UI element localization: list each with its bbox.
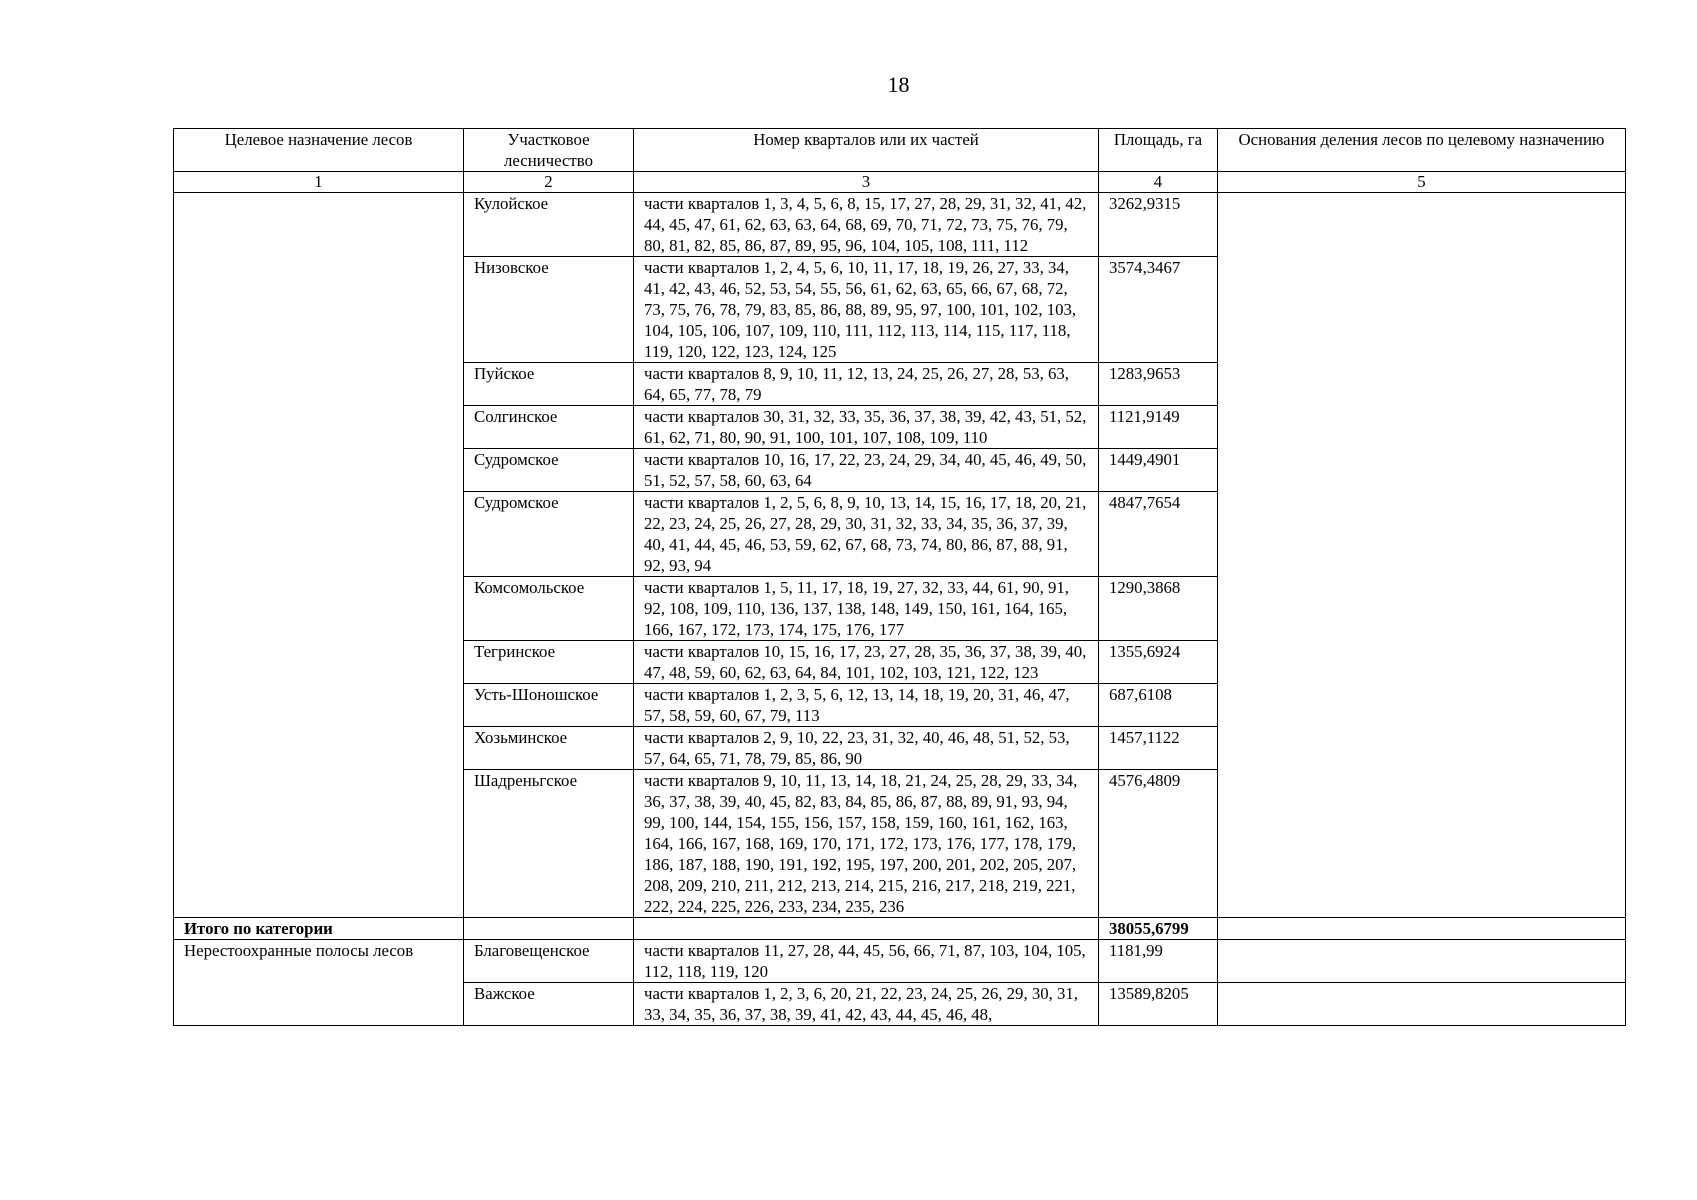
header-forestry: Участковое лесничество [464,129,634,172]
column-number: 3 [634,172,1099,193]
basis-cell [1218,193,1626,918]
forestry-cell: Усть-Шоношское [464,684,634,727]
header-basis: Основания деления лесов по целевому назначению [1218,129,1626,172]
area-cell: 1121,9149 [1099,406,1218,449]
basis-cell [1218,940,1626,983]
quarters-cell: части кварталов 8, 9, 10, 11, 12, 13, 24, 25, 26, 27, 28, 53, 63, 64, 65, 77, 78, 79 [634,363,1099,406]
header-purpose: Целевое назначение лесов [174,129,464,172]
table-row [174,193,1626,257]
area-cell: 1449,4901 [1099,449,1218,492]
area-cell: 687,6108 [1099,684,1218,727]
purpose-cell-spawning: Нерестоохранные полосы лесов [174,940,464,1026]
quarters-cell: части кварталов 1, 2, 3, 5, 6, 12, 13, 14, 18, 19, 20, 31, 46, 47, 57, 58, 59, 60, 67, 79, 113 [634,684,1099,727]
header-quarters: Номер кварталов или их частей [634,129,1099,172]
basis-cell [1218,983,1626,1026]
forest-purpose-table [173,128,1626,1026]
quarters-cell: части кварталов 1, 2, 3, 6, 20, 21, 22, 23, 24, 25, 26, 29, 30, 31, 33, 34, 35, 36, 37, 38, 39, 41, 42, 43, 44, 45, 46, 48, [634,983,1099,1026]
area-cell: 4847,7654 [1099,492,1218,577]
forestry-cell: Солгинское [464,406,634,449]
column-number: 2 [464,172,634,193]
quarters-cell: части кварталов 10, 16, 17, 22, 23, 24, 29, 34, 40, 45, 46, 49, 50, 51, 52, 57, 58, 60, 63, 64 [634,449,1099,492]
header-area: Площадь, га [1099,129,1218,172]
column-number: 1 [174,172,464,193]
total-basis-cell [1218,918,1626,940]
forestry-cell: Шадреньгское [464,770,634,918]
forestry-cell: Комсомольское [464,577,634,641]
area-cell: 13589,8205 [1099,983,1218,1026]
quarters-cell: части кварталов 11, 27, 28, 44, 45, 56, 66, 71, 87, 103, 104, 105, 112, 118, 119, 120 [634,940,1099,983]
area-cell: 1283,9653 [1099,363,1218,406]
page-number: 18 [887,72,910,97]
quarters-cell: части кварталов 9, 10, 11, 13, 14, 18, 21, 24, 25, 28, 29, 33, 34, 36, 37, 38, 39, 40, 45, 82, 83, 84, 85, 86, 87, 88, 89, 91, 93, 94, 99, 100, 144, 154, 155, 156, 157, 158, 159, 160, 161, 162, 163, 164, 166, 167, 168, 169, 170, 171, 172, 173, 176, 177, 178, 179, 186, 187, 188, 190, 191, 192, 195, 197, 200, 201, 202, 205, 207, 208, 209, 210, 211, 212, 213, 214, 215, 216, 217, 218, 219, 221, 222, 224, 225, 226, 233, 234, 235, 236 [634,770,1099,918]
column-number: 4 [1099,172,1218,193]
area-cell: 1457,1122 [1099,727,1218,770]
quarters-cell: части кварталов 1, 3, 4, 5, 6, 8, 15, 17, 27, 28, 29, 31, 32, 41, 42, 44, 45, 47, 61, 62, 63, 63, 64, 68, 69, 70, 71, 72, 73, 75, 76, 79, 80, 81, 82, 85, 86, 87, 89, 95, 96, 104, 105, 108, 111, 112 [634,193,1099,257]
quarters-cell: части кварталов 2, 9, 10, 22, 23, 31, 32, 40, 46, 48, 51, 52, 53, 57, 64, 65, 71, 78, 79, 85, 86, 90 [634,727,1099,770]
total-label: Итого по категории [174,918,464,940]
table-header-row [174,129,1626,172]
forestry-cell: Благовещенское [464,940,634,983]
area-cell: 1181,99 [1099,940,1218,983]
area-cell: 4576,4809 [1099,770,1218,918]
quarters-cell: части кварталов 1, 2, 5, 6, 8, 9, 10, 13, 14, 15, 16, 17, 18, 20, 21, 22, 23, 24, 25, 26, 27, 28, 29, 30, 31, 32, 33, 34, 35, 36, 37, 39, 40, 41, 44, 45, 46, 53, 59, 62, 67, 68, 73, 74, 80, 86, 87, 88, 91, 92, 93, 94 [634,492,1099,577]
forestry-cell: Кулойское [464,193,634,257]
quarters-cell: части кварталов 1, 2, 4, 5, 6, 10, 11, 17, 18, 19, 26, 27, 33, 34, 41, 42, 43, 46, 52, 53, 54, 55, 56, 61, 62, 63, 65, 66, 67, 68, 72, 73, 75, 76, 78, 79, 83, 85, 86, 88, 89, 95, 97, 100, 101, 102, 103, 104, 105, 106, 107, 109, 110, 111, 112, 113, 114, 115, 117, 118, 119, 120, 122, 123, 124, 125 [634,257,1099,363]
quarters-cell: части кварталов 1, 5, 11, 17, 18, 19, 27, 32, 33, 44, 61, 90, 91, 92, 108, 109, 110, 136, 137, 138, 148, 149, 150, 161, 164, 165, 166, 167, 172, 173, 174, 175, 176, 177 [634,577,1099,641]
total-row [174,918,1626,940]
total-area: 38055,6799 [1099,918,1218,940]
forestry-cell: Важское [464,983,634,1026]
forestry-cell: Судромское [464,449,634,492]
forestry-cell: Судромское [464,492,634,577]
table-row [174,940,1626,983]
area-cell: 1290,3868 [1099,577,1218,641]
forestry-cell: Низовское [464,257,634,363]
total-forestry-cell [464,918,634,940]
quarters-cell: части кварталов 30, 31, 32, 33, 35, 36, 37, 38, 39, 42, 43, 51, 52, 61, 62, 71, 80, 90, 91, 100, 101, 107, 108, 109, 110 [634,406,1099,449]
forestry-cell: Хозьминское [464,727,634,770]
total-quarters-cell [634,918,1099,940]
forestry-cell: Пуйское [464,363,634,406]
forestry-cell: Тегринское [464,641,634,684]
quarters-cell: части кварталов 10, 15, 16, 17, 23, 27, 28, 35, 36, 37, 38, 39, 40, 47, 48, 59, 60, 62, 63, 64, 84, 101, 102, 103, 121, 122, 123 [634,641,1099,684]
purpose-cell [174,193,464,918]
area-cell: 3262,9315 [1099,193,1218,257]
area-cell: 3574,3467 [1099,257,1218,363]
column-number: 5 [1218,172,1626,193]
column-number-row [174,172,1626,193]
area-cell: 1355,6924 [1099,641,1218,684]
